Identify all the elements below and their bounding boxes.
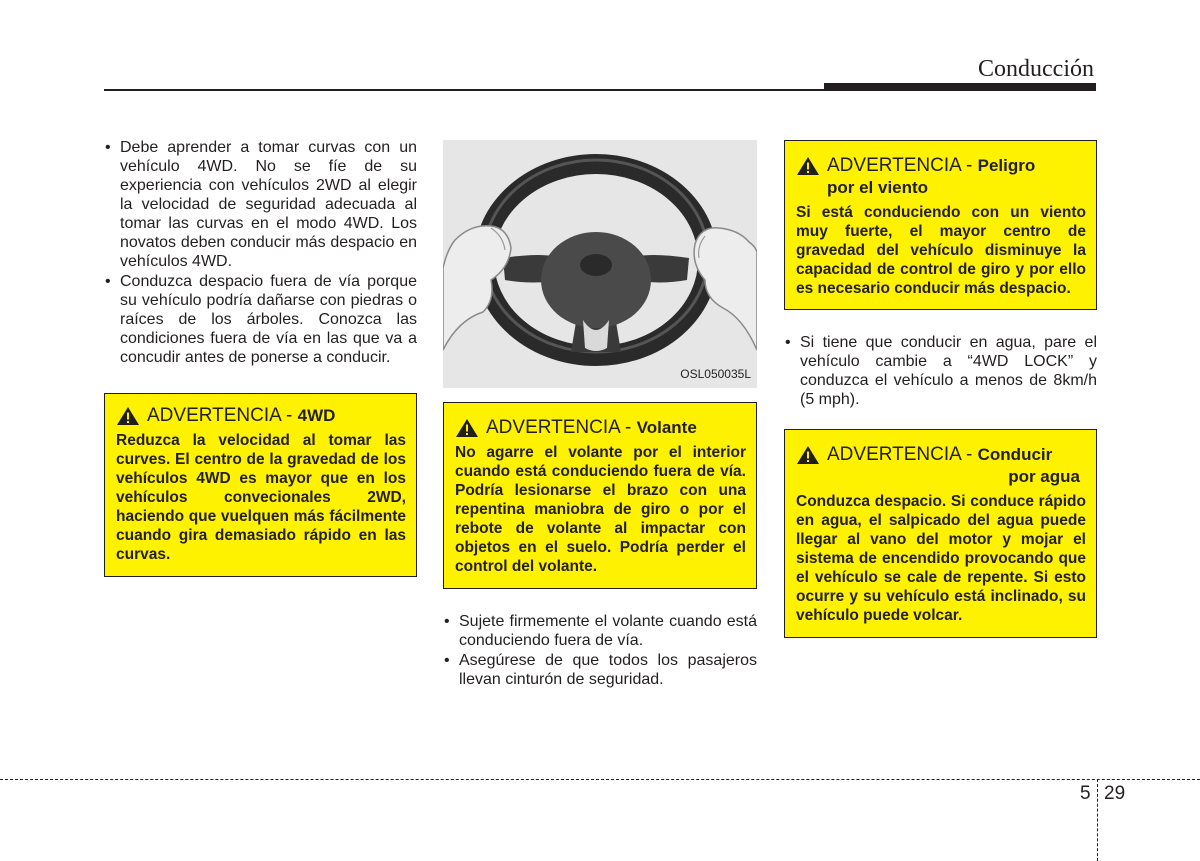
warning-triangle-icon [116, 406, 140, 426]
warning-subject-line2: por agua [1008, 467, 1080, 486]
right-column [784, 140, 1097, 638]
middle-column [443, 140, 757, 690]
warning-label: ADVERTENCIA - [486, 417, 637, 438]
warning-label: ADVERTENCIA - [827, 155, 978, 176]
left-column [104, 138, 417, 577]
list-item: • Si tiene que conducir en agua, pare el vehículo cambie a “4WD LOCK” y conduzca el vehículo a menos de 8km/h (5 mph). [784, 333, 1097, 409]
warning-subject: Volante [636, 418, 697, 437]
warning-box-4wd [104, 393, 417, 577]
warning-subject: Conducir [977, 445, 1053, 464]
warning-text: No agarre el volante por el interior cuando está conduciendo fuera de vía. Podría lesionarse el brazo con una repentina maniobra de giro o por el rebote de volante al impactar con objetos en el suelo. Podría perder el control del volante. [455, 444, 746, 575]
middle-bullet-list [443, 612, 757, 689]
warning-box-wind [784, 140, 1097, 310]
warning-text: Reduzca la velocidad al tomar las curves. El centro de la gravedad de los vehículos 4WD es mayor que en los vehículos convecionales 2WD, haciendo que vuelquen más fácilmente cuando gira demasiado rápido en las curvas. [116, 432, 406, 563]
steering-wheel-hands-image [443, 140, 757, 388]
list-item: • Sujete firmemente el volante cuando está conduciendo fuera de vía. [443, 612, 757, 650]
steering-wheel-illustration [443, 140, 757, 388]
list-item: • Asegúrese de que todos los pasajeros llevan cinturón de seguridad. [443, 651, 757, 689]
list-item: • Conduzca despacio fuera de vía porque su vehículo podría dañarse con piedras o raíces de los árboles. Conozca las condiciones fuera de vía en las que va a concudir antes de ponerse a conducir. [104, 272, 417, 367]
figure-code: OSL050035L [680, 367, 751, 381]
warning-label: ADVERTENCIA - [827, 444, 978, 465]
warning-heading [796, 155, 1086, 199]
warning-subject: 4WD [297, 406, 336, 425]
right-bullet-list [784, 333, 1097, 409]
warning-subject: Peligro [977, 156, 1036, 175]
warning-subject-line2: por el viento [827, 178, 929, 197]
list-item: • Debe aprender a tomar curvas con un vehículo 4WD. No se fíe de su experiencia con vehículos 2WD al elegir la velocidad de seguridad adecuada al tomar las curvas en el modo 4WD. Los novatos deben conducir más despacio en vehículos 4WD. [104, 138, 417, 271]
page-title: Conducción [978, 56, 1094, 82]
left-bullet-list [104, 138, 417, 367]
warning-box-water [784, 429, 1097, 638]
footer-dashed-rule [0, 779, 1200, 780]
warning-text: Conduzca despacio. Si conduce rápido en agua, el salpicado del agua puede llegar al vano del motor y mojar el sistema de encendido provocando que el vehículo se cale de repente. Si esto ocurre y su vehículo está inclinado, su vehículo puede volcar. [796, 493, 1086, 624]
warning-label: ADVERTENCIA - [147, 405, 298, 426]
warning-heading [455, 417, 746, 439]
warning-text: Si está conduciendo con un viento muy fuerte, el mayor centro de gravedad del vehículo disminuye la capacidad de control de giro y por ello es necesario conducir más despacio. [796, 204, 1086, 297]
warning-heading [116, 405, 406, 427]
header-rule-accent [824, 83, 1096, 91]
warning-box-steering [443, 402, 757, 589]
warning-heading [796, 444, 1086, 488]
footer-dashed-divider [1097, 779, 1098, 861]
warning-triangle-icon [455, 418, 479, 438]
warning-triangle-icon [796, 156, 820, 176]
chapter-number: 5 [1080, 783, 1091, 804]
warning-triangle-icon [796, 445, 820, 465]
page-number: 29 [1104, 783, 1126, 804]
